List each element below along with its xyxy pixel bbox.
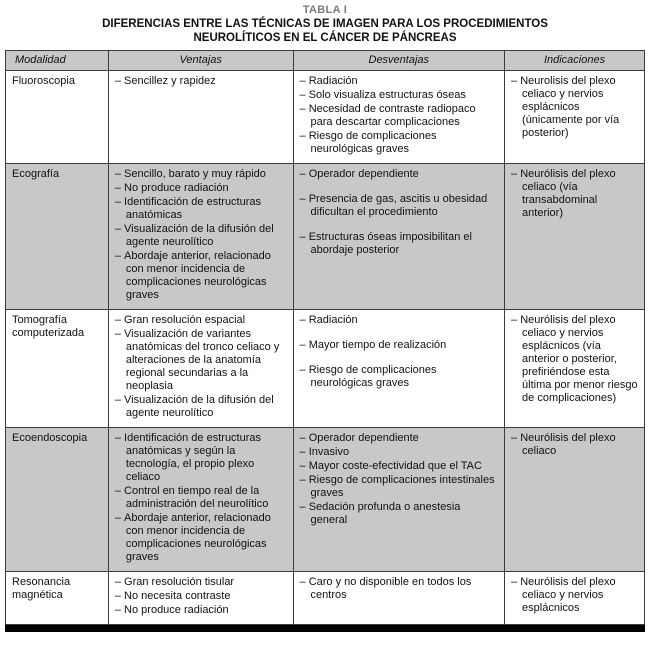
bullet-item: – Gran resolución espacial [114,314,246,326]
bullet-item: – Mayor coste-efectividad que el TAC [299,460,482,472]
bullet-item: – Sedación profunda o anestesia general [299,501,461,526]
column-header-modalidad: Modalidad [6,51,109,71]
table-caption [5,4,645,45]
cell-ventajas [108,572,293,625]
column-header-ventajas: Ventajas [108,51,293,71]
table-label: TABLA I [302,4,348,16]
cell-ventajas [108,310,293,428]
cell-modalidad: Tomografía computerizada [6,310,109,428]
bullet-item: – Solo visualiza estructuras óseas [299,89,466,101]
bullet-item: – Abordaje anterior, relacionado con menor incidencia de complicaciones neurológicas graves [114,512,271,563]
bullet-item: – Radiación [299,75,358,87]
cell-desventajas [293,310,505,428]
bullet-item: – Neurólisis del plexo celiaco [511,432,616,457]
bullet-item: – Gran resolución tisular [114,576,235,588]
table-row-fluoroscopia [6,71,645,164]
column-header-indicaciones: Indicaciones [505,51,645,71]
table-title: DIFERENCIAS ENTRE LAS TÉCNICAS DE IMAGEN PARA LOS PROCEDIMIENTOS NEUROLÍTICOS EN EL CÁNCER DE PÁNCREAS [102,18,548,44]
cell-ventajas [108,71,293,164]
cell-indicaciones [505,164,645,310]
bullet-item: – Neurólisis del plexo celiaco y nervios esplácnicos (vía anterior o posterior, prefiriéndose esta última por menor riesgo de complicaciones) [511,314,638,404]
cell-indicaciones [505,310,645,428]
bullet-item: – Radiación [299,314,358,326]
bullet-item: – Neurólisis del plexo celiaco (vía transabdominal anterior) [511,168,616,219]
comparison-table [5,50,645,625]
bullet-item: – Identificación de estructuras anatómicas y según la tecnología, el propio plexo celiaco [114,432,262,483]
bullet-item: – Caro y no disponible en todos los centros [299,576,472,601]
cell-desventajas [293,572,505,625]
bullet-item: – Mayor tiempo de realización [299,339,447,351]
cell-modalidad: Ecografía [6,164,109,310]
cell-ventajas [108,164,293,310]
bullet-item: – Riesgo de complicaciones neurológicas graves [299,130,437,155]
bullet-item: – Operador dependiente [299,168,419,180]
header-row [6,51,645,71]
table-row-ecografia [6,164,645,310]
bullet-item: – Visualización de la difusión del agente neurolítico [114,223,274,248]
cell-modalidad: Resonancia magnética [6,572,109,625]
table-row-ecoendoscopia [6,428,645,572]
bullet-item: – Operador dependiente [299,432,419,444]
table-bottom-rule [5,625,645,632]
bullet-item: – Identificación de estructuras anatómicas [114,196,262,221]
bullet-item: – Neurólisis del plexo celiaco y nervios esplácnicos [511,576,616,614]
bullet-item: – Neurolisis del plexo celiaco y nervios esplácnicos (únicamente por vía posterior) [511,75,620,139]
cell-modalidad: Ecoendoscopia [6,428,109,572]
bullet-item: – No produce radiación [114,182,229,194]
cell-indicaciones [505,71,645,164]
bullet-item: – Estructuras óseas imposibilitan el abordaje posterior [299,231,472,256]
bullet-item: – Necesidad de contraste radiopaco para descartar complicaciones [299,103,476,128]
bullet-item: – Abordaje anterior, relacionado con menor incidencia de complicaciones neurológicas graves [114,250,271,301]
bullet-item: – Visualización de la difusión del agente neurolítico [114,394,274,419]
bullet-item: – Riesgo de complicaciones neurológicas graves [299,364,437,389]
bullet-item: – Visualización de variantes anatómicas del tronco celiaco y alteraciones de la anatomía regional secundarias a la neoplasia [114,328,280,392]
cell-indicaciones [505,428,645,572]
bullet-item: – Riesgo de complicaciones intestinales graves [299,474,495,499]
bullet-item: – Presencia de gas, ascitis u obesidad dificultan el procedimiento [299,193,488,218]
cell-indicaciones [505,572,645,625]
cell-desventajas [293,164,505,310]
bullet-item: – Sencillez y rapidez [114,75,216,87]
bullet-item: – Invasivo [299,446,350,458]
cell-modalidad: Fluoroscopia [6,71,109,164]
bullet-item: – Sencillo, barato y muy rápido [114,168,266,180]
column-header-desventajas: Desventajas [293,51,505,71]
bullet-item: – Control en tiempo real de la administración del neurolítico [114,485,269,510]
table-row-tomografia [6,310,645,428]
cell-desventajas [293,428,505,572]
cell-ventajas [108,428,293,572]
bullet-item: – No produce radiación [114,604,229,616]
cell-desventajas [293,71,505,164]
bullet-item: – No necesita contraste [114,590,231,602]
table-row-resonancia [6,572,645,625]
